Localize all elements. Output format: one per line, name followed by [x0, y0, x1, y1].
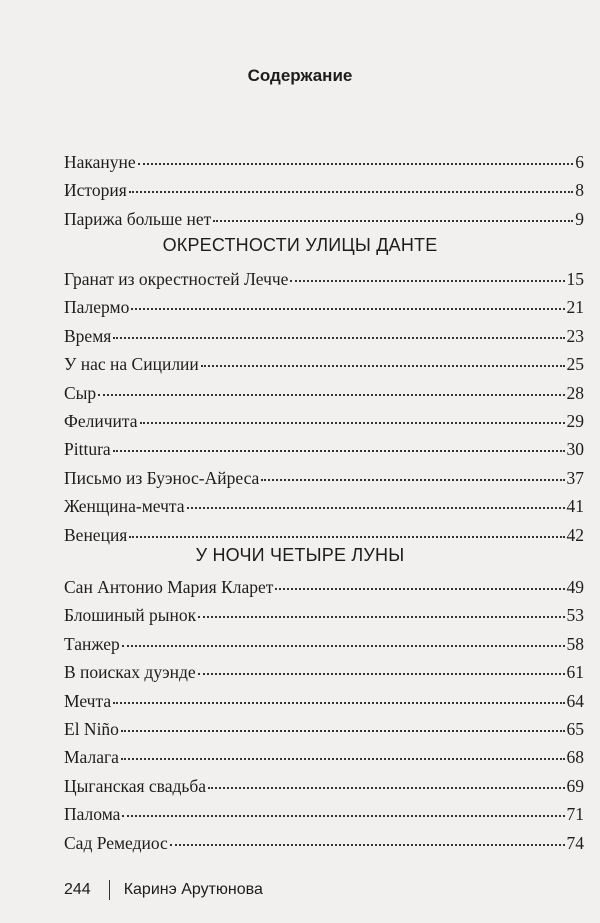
toc-leader-dots — [98, 393, 564, 396]
toc-entry — [64, 464, 584, 492]
toc-leader-dots — [131, 307, 564, 310]
toc-entry-title: У нас на Сицилии — [64, 354, 199, 375]
toc-entry-title: Палермо — [64, 297, 130, 318]
section-heading-dante: ОКРЕСТНОСТИ УЛИЦЫ ДАНТЕ — [162, 235, 438, 255]
toc-entry-page: 42 — [566, 524, 584, 545]
toc-leader-dots — [113, 701, 564, 704]
page-footer — [64, 880, 263, 900]
toc-leader-dots — [129, 535, 564, 538]
toc-leader-dots — [187, 506, 565, 509]
toc-entry-title: Письмо из Буэнос-Айреса — [64, 467, 260, 488]
toc-leader-dots — [208, 786, 564, 789]
toc-entry — [64, 322, 584, 350]
toc-entry — [64, 630, 584, 658]
toc-leader-dots — [170, 843, 565, 846]
footer-author: Каринэ Арутюнова — [123, 881, 263, 898]
toc-entry-title: Палома — [64, 804, 121, 825]
toc-list-four-moons — [64, 573, 584, 857]
toc-leader-dots — [121, 757, 565, 760]
toc-leader-dots — [122, 644, 565, 647]
toc-entry-page: 8 — [575, 180, 584, 201]
toc-entry-title: История — [64, 180, 127, 201]
toc-entry-title: Цыганская свадьба — [64, 775, 207, 796]
toc-entry-page: 64 — [566, 690, 584, 711]
toc-entry-title: Венеция — [64, 524, 128, 545]
toc-leader-dots — [129, 190, 574, 193]
footer-divider — [109, 880, 110, 900]
toc-leader-dots — [201, 364, 565, 367]
toc-entry-page: 69 — [566, 775, 584, 796]
toc-entry-title: Женщина-мечта — [64, 496, 185, 517]
toc-leader-dots — [138, 162, 574, 165]
toc-entry-page: 71 — [566, 804, 584, 825]
toc-entry-title: El Niño — [64, 718, 119, 739]
toc-leader-dots — [198, 672, 565, 675]
toc-entry-title: Танжер — [64, 633, 120, 654]
toc-entry-page: 21 — [566, 297, 584, 318]
toc-entry-title: Гранат из окрестностей Лечче — [64, 269, 289, 289]
toc-entry-title: Блошиный рынок — [64, 605, 197, 626]
toc-entry-title: Сан Антонио Мария Кларет — [64, 577, 274, 597]
toc-leader-dots — [140, 421, 565, 424]
toc-entry — [64, 148, 584, 176]
toc-entry — [64, 601, 584, 629]
toc-leader-dots — [113, 336, 564, 339]
toc-entry-title: Парижа больше нет — [64, 208, 212, 229]
toc-leader-dots — [113, 449, 565, 452]
toc-entry-page: 9 — [575, 208, 584, 229]
toc-entry — [64, 205, 584, 233]
toc-entry-title: Сыр — [64, 382, 97, 403]
toc-entry-page: 65 — [566, 718, 584, 739]
toc-leader-dots — [122, 814, 564, 817]
toc-entry-page: 6 — [575, 152, 584, 172]
toc-leader-dots — [275, 587, 564, 590]
toc-entry-page: 41 — [566, 496, 584, 517]
toc-entry — [64, 829, 584, 857]
toc-entry — [64, 772, 584, 800]
toc-entry — [64, 407, 584, 435]
toc-list-dante — [64, 265, 584, 549]
toc-entry-page: 29 — [566, 410, 584, 431]
toc-entry-title: Мечта — [64, 690, 112, 711]
toc-entry — [64, 350, 584, 378]
toc-entry-page: 15 — [566, 269, 584, 289]
toc-entry — [64, 658, 584, 686]
toc-leader-dots — [261, 478, 564, 481]
toc-leader-dots — [198, 615, 564, 618]
toc-leader-dots — [290, 279, 564, 282]
toc-entry — [64, 379, 584, 407]
toc-entry — [64, 573, 584, 601]
toc-entry — [64, 743, 584, 771]
toc-entry-page: 49 — [566, 577, 584, 597]
toc-entry-title: Время — [64, 325, 112, 346]
toc-entry-title: Малага — [64, 747, 119, 768]
toc-entry-page: 74 — [566, 832, 584, 853]
toc-entry — [64, 293, 584, 321]
toc-entry — [64, 492, 584, 520]
toc-entry-page: 28 — [566, 382, 584, 403]
toc-entry-title: Накануне — [64, 152, 136, 172]
toc-entry-page: 61 — [566, 662, 584, 683]
toc-leader-dots — [121, 729, 565, 732]
toc-entry-title: Сад Ремедиос — [64, 832, 168, 853]
toc-entry-page: 30 — [566, 439, 584, 460]
toc-entry-title: Pittura — [64, 439, 111, 460]
toc-entry-page: 68 — [566, 747, 584, 768]
page-title: Содержание — [247, 66, 353, 85]
toc-entry-page: 23 — [566, 325, 584, 346]
page-number: 244 — [64, 881, 91, 898]
toc-leader-dots — [213, 219, 573, 222]
toc-entry-title: Феличита — [64, 410, 138, 431]
toc-entry — [64, 265, 584, 293]
toc-entry-page: 37 — [566, 467, 584, 488]
toc-entry-page: 53 — [566, 605, 584, 626]
toc-entry-page: 25 — [566, 354, 584, 375]
toc-entry — [64, 176, 584, 204]
toc-entry-page: 58 — [566, 633, 584, 654]
toc-list-intro — [64, 148, 584, 233]
toc-entry — [64, 800, 584, 828]
toc-entry — [64, 687, 584, 715]
toc-entry-title: В поисках дуэнде — [64, 662, 196, 683]
section-heading-four-moons: У НОЧИ ЧЕТЫРЕ ЛУНЫ — [195, 545, 405, 565]
toc-entry — [64, 715, 584, 743]
toc-entry — [64, 435, 584, 463]
